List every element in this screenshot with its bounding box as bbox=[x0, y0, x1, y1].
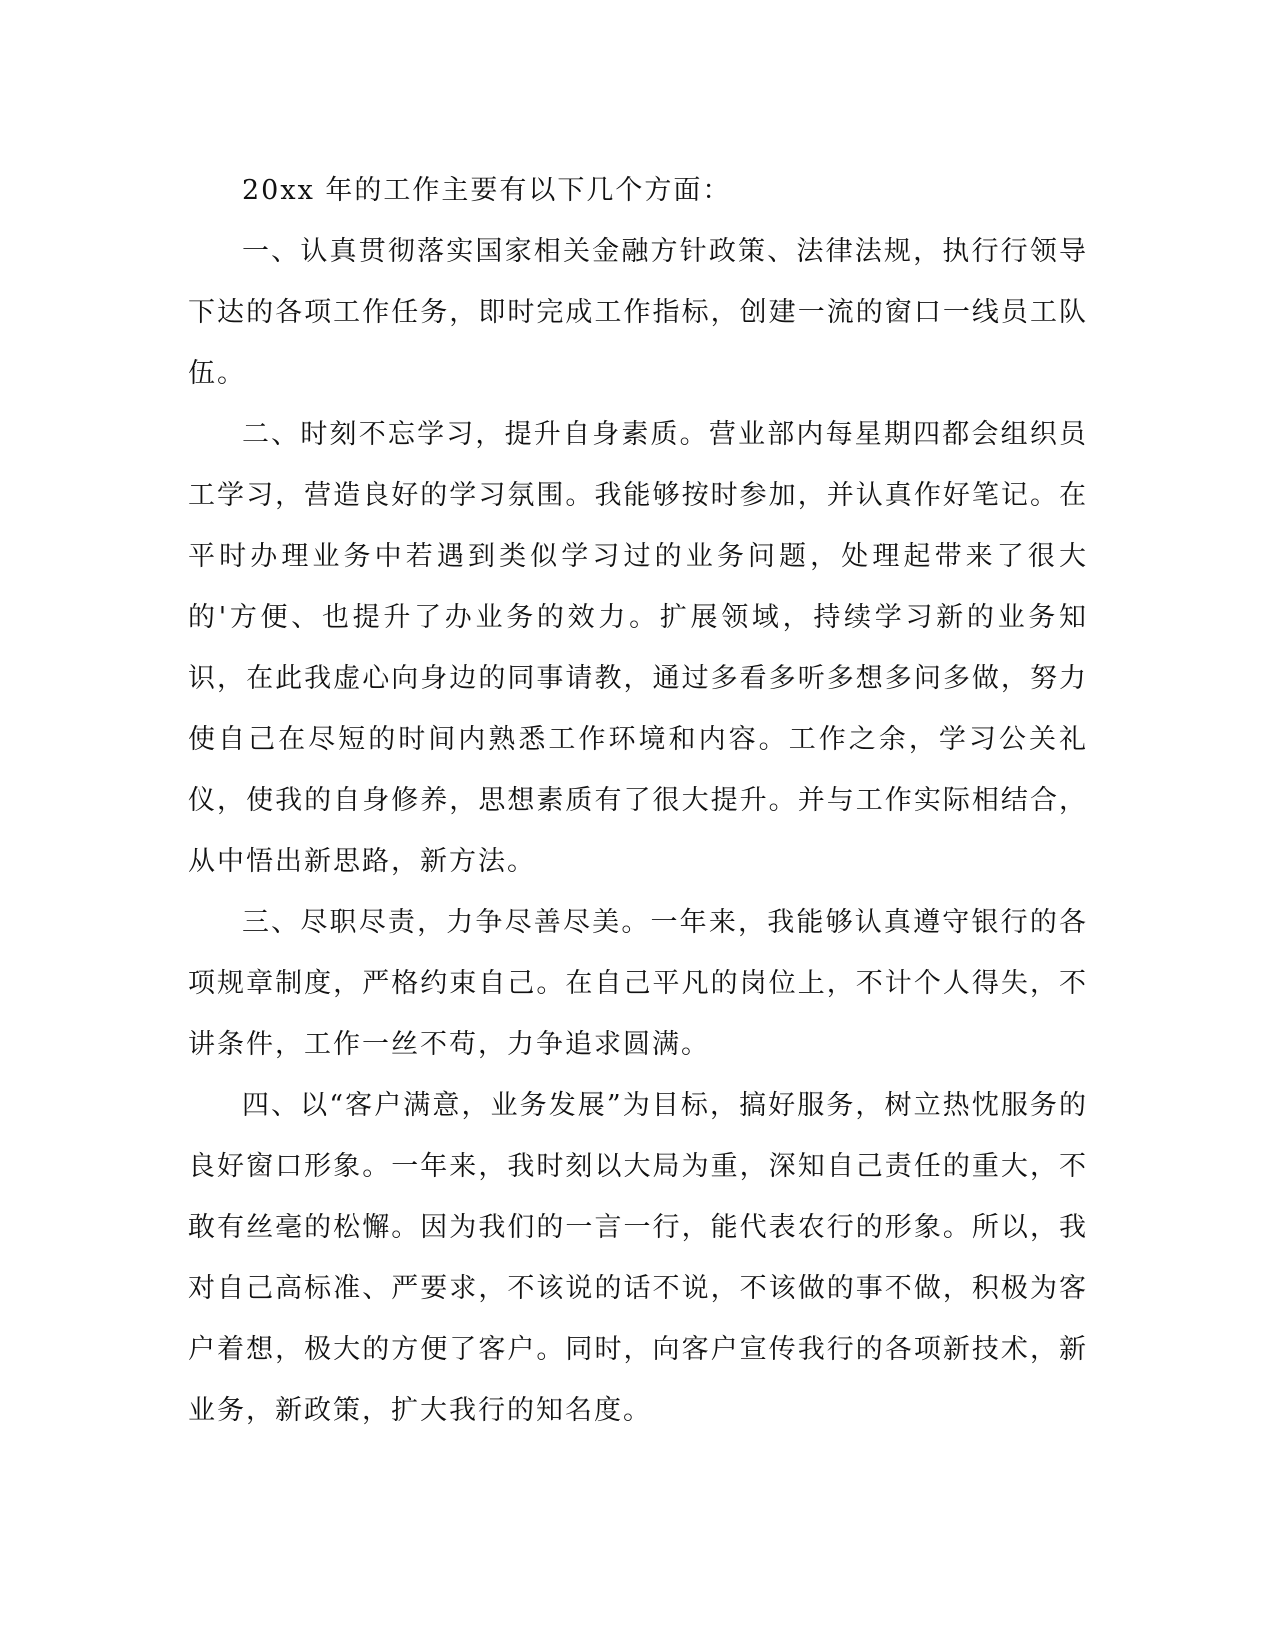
section-three-paragraph: 三、尽职尽责，力争尽善尽美。一年来，我能够认真遵守银行的各项规章制度，严格约束自己。在自己平凡的岗位上，不计个人得失，不讲条件，工作一丝不苟，力争追求圆满。 bbox=[188, 907, 1088, 1060]
document-body bbox=[188, 160, 1088, 1441]
section-four-paragraph: 四、以“客户满意，业务发展”为目标，搞好服务，树立热忱服务的良好窗口形象。一年来，我时刻以大局为重，深知自己责任的重大，不敢有丝毫的松懈。因为我们的一言一行，能代表农行的形象。所以，我对自己高标准、严要求，不该说的话不说，不该做的事不做，积极为客户着想，极大的方便了客户。同时，向客户宣传我行的各项新技术，新业务，新政策，扩大我行的知名度。 bbox=[188, 1090, 1088, 1426]
section-one-paragraph: 一、认真贯彻落实国家相关金融方针政策、法律法规，执行行领导下达的各项工作任务，即时完成工作指标，创建一流的窗口一线员工队伍。 bbox=[188, 236, 1088, 389]
intro-paragraph: 20xx 年的工作主要有以下几个方面： bbox=[242, 175, 732, 206]
section-two-paragraph: 二、时刻不忘学习，提升自身素质。营业部内每星期四都会组织员工学习，营造良好的学习氛围。我能够按时参加，并认真作好笔记。在平时办理业务中若遇到类似学习过的业务问题，处理起带来了很大的'方便、也提升了办业务的效力。扩展领域，持续学习新的业务知识，在此我虚心向身边的同事请教，通过多看多听多想多问多做，努力使自己在尽短的时间内熟悉工作环境和内容。工作之余，学习公关礼仪，使我的自身修养，思想素质有了很大提升。并与工作实际相结合，从中悟出新思路，新方法。 bbox=[188, 419, 1088, 877]
